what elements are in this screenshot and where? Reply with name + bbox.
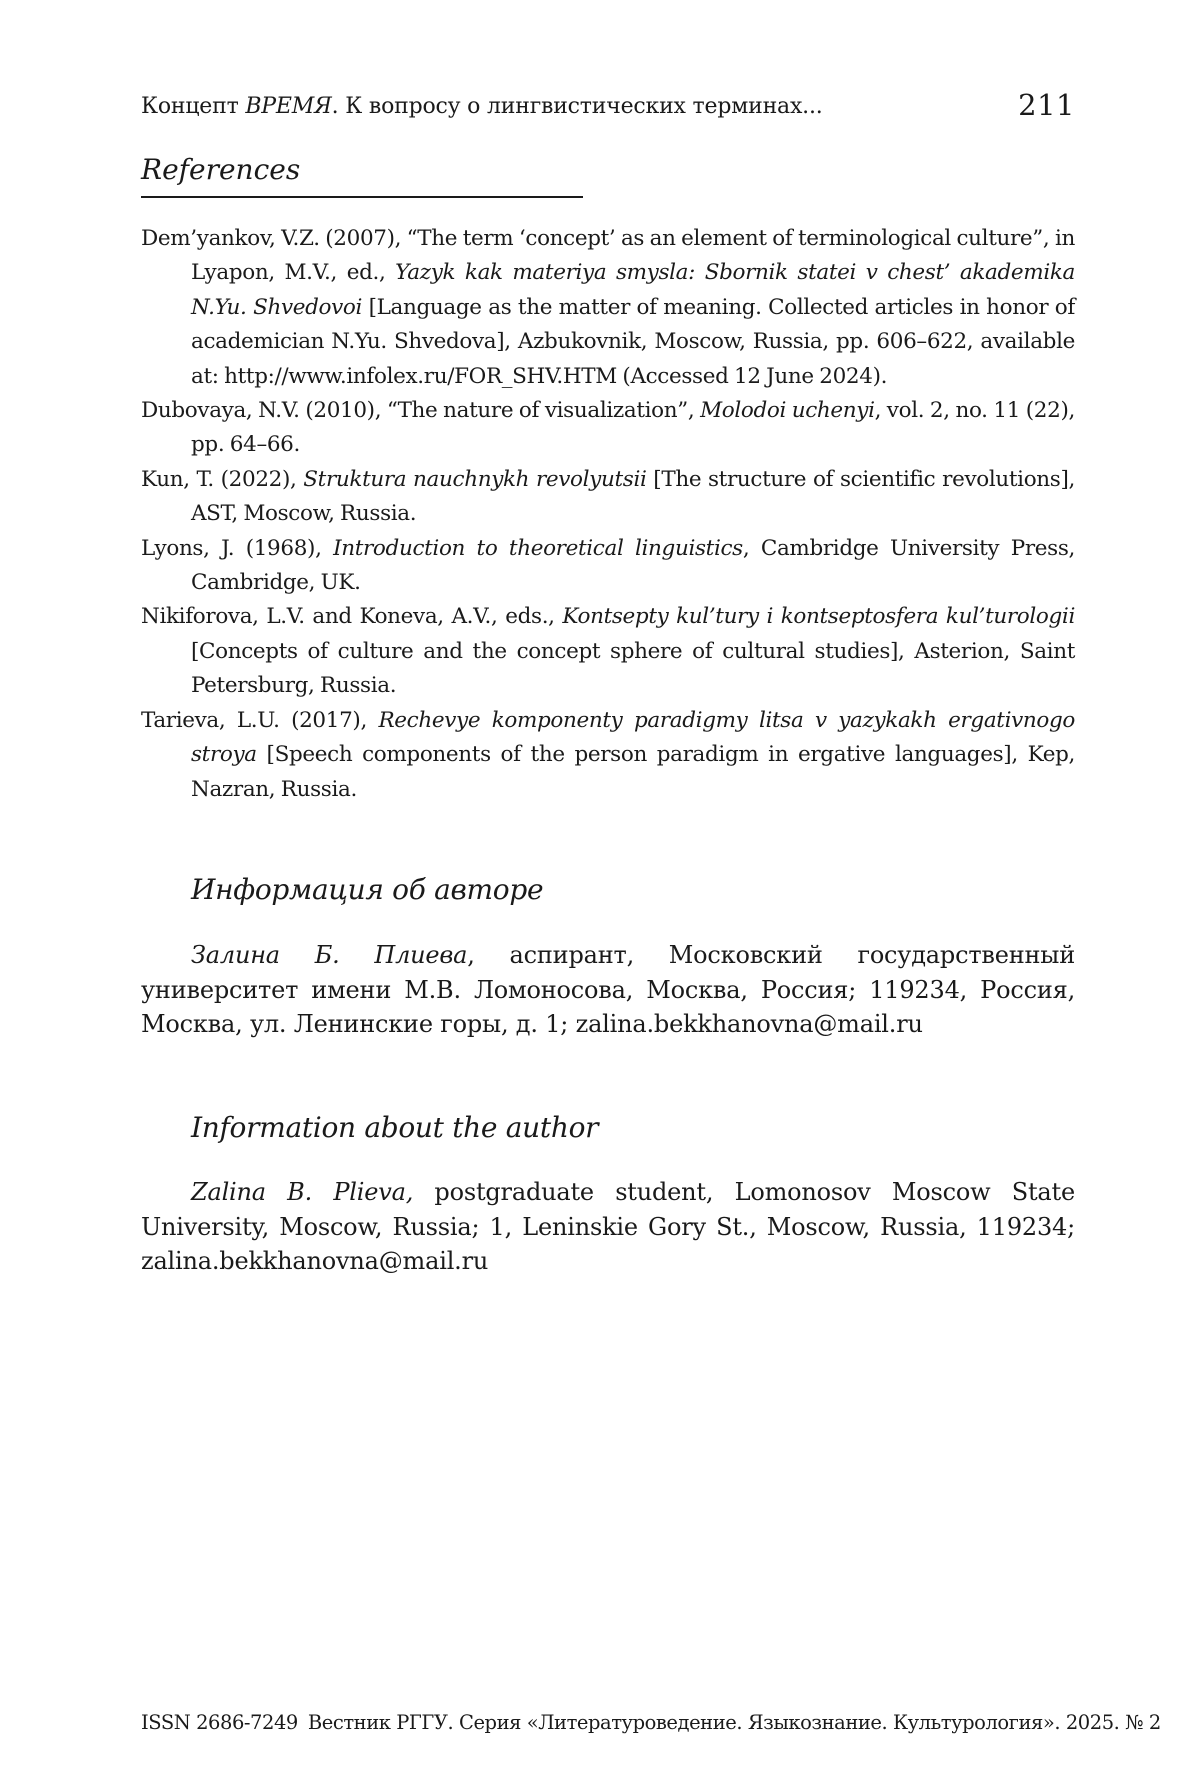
reference-text: Dem’yankov, V.Z. (2007), “The term ‘concept’ as an element of terminological culture”, in Lyapon, M.V., ed., (141, 226, 1075, 285)
reference-text: [Concepts of culture and the concept sphere of cultural studies], Asterion, Saint Petersburg, Russia. (191, 639, 1075, 698)
author-name-en: Zalina B. Plieva, (191, 1178, 413, 1206)
reference-title: Rechevye komponenty paradigmy litsa v yazykakh ergativnogo stroya (191, 708, 1075, 767)
reference-title: Introduction to theoretical linguistics (333, 536, 743, 561)
reference-text: Nikiforova, L.V. and Koneva, A.V., eds., (141, 604, 562, 629)
reference-text: , Cambridge University Press, Cambridge, UK. (191, 536, 1075, 595)
reference-text: [Speech components of the person paradigm in ergative languages], Kep, Nazran, Russia. (191, 742, 1075, 801)
references-heading: References (141, 150, 583, 198)
running-head-title-suffix: . К вопросу о лингвистических терминах... (332, 94, 823, 119)
running-head-title-emphasis: ВРЕМЯ (245, 94, 331, 119)
running-head-title (141, 90, 823, 124)
reference-text: [Language as the matter of meaning. Collected articles in honor of academician N.Yu. Shvedova], Azbukovnik, Moscow, Russia, pp. 606–622, available at: http://www.infolex.ru/FOR_SHV.HTM (Accessed 12 June 2024). (191, 295, 1075, 389)
reference-text: Tarieva, L.U. (2017), (141, 708, 378, 733)
page-footer (141, 1706, 1075, 1740)
reference-text: Dubovaya, N.V. (2010), “The nature of visualization”, (141, 398, 700, 423)
reference-item (141, 532, 1075, 601)
reference-item (141, 463, 1075, 532)
reference-text: Kun, T. (2022), (141, 467, 303, 492)
reference-title: Struktura nauchnykh revolyutsii (303, 467, 646, 492)
reference-text: Lyons, J. (1968), (141, 536, 333, 561)
running-head (141, 90, 1075, 124)
reference-list (141, 222, 1075, 807)
reference-item (141, 222, 1075, 394)
author-details-ru: , аспирант, Московский государственный университет имени М.В. Ломоносова, Москва, Россия; 119234, Россия, Москва, ул. Ленинские горы, д. 1; zalina.bekkhanovna@mail.ru (141, 941, 1075, 1038)
reference-title: Molodoi uchenyi (700, 398, 875, 423)
reference-item (141, 704, 1075, 807)
reference-text: , vol. 2, no. 11 (22), pp. 64–66. (191, 398, 1075, 457)
journal-page (0, 0, 1200, 1780)
author-details-en: postgraduate student, Lomonosov Moscow State University, Moscow, Russia; 1, Leninskie Gory St., Moscow, Russia, 119234; zalina.bekkhanovna@mail.ru (141, 1178, 1075, 1275)
author-info-en (141, 1175, 1075, 1279)
reference-item (141, 600, 1075, 703)
footer-issn: ISSN 2686-7249 (141, 1711, 298, 1734)
author-info-ru-heading: Информация об авторе (191, 871, 543, 909)
reference-text: [The structure of scientific revolutions], AST, Moscow, Russia. (191, 467, 1075, 526)
author-info-en-heading: Information about the author (191, 1109, 598, 1147)
footer-journal: Вестник РГГУ. Серия «Литературоведение. Языкознание. Культурология». 2025. № 2 (308, 1711, 1161, 1734)
running-head-title-prefix: Концепт (141, 94, 245, 119)
reference-title: Kontsepty kul’tury i kontseptosfera kul’turologii (562, 604, 1075, 629)
author-name-ru: Залина Б. Плиева (191, 941, 467, 969)
author-info-ru (141, 938, 1075, 1042)
page-number: 211 (1018, 88, 1075, 122)
reference-item (141, 394, 1075, 463)
reference-title: Yazyk kak materiya smysla: Sbornik statei v chest’ akademika N.Yu. Shvedovoi (191, 260, 1075, 319)
